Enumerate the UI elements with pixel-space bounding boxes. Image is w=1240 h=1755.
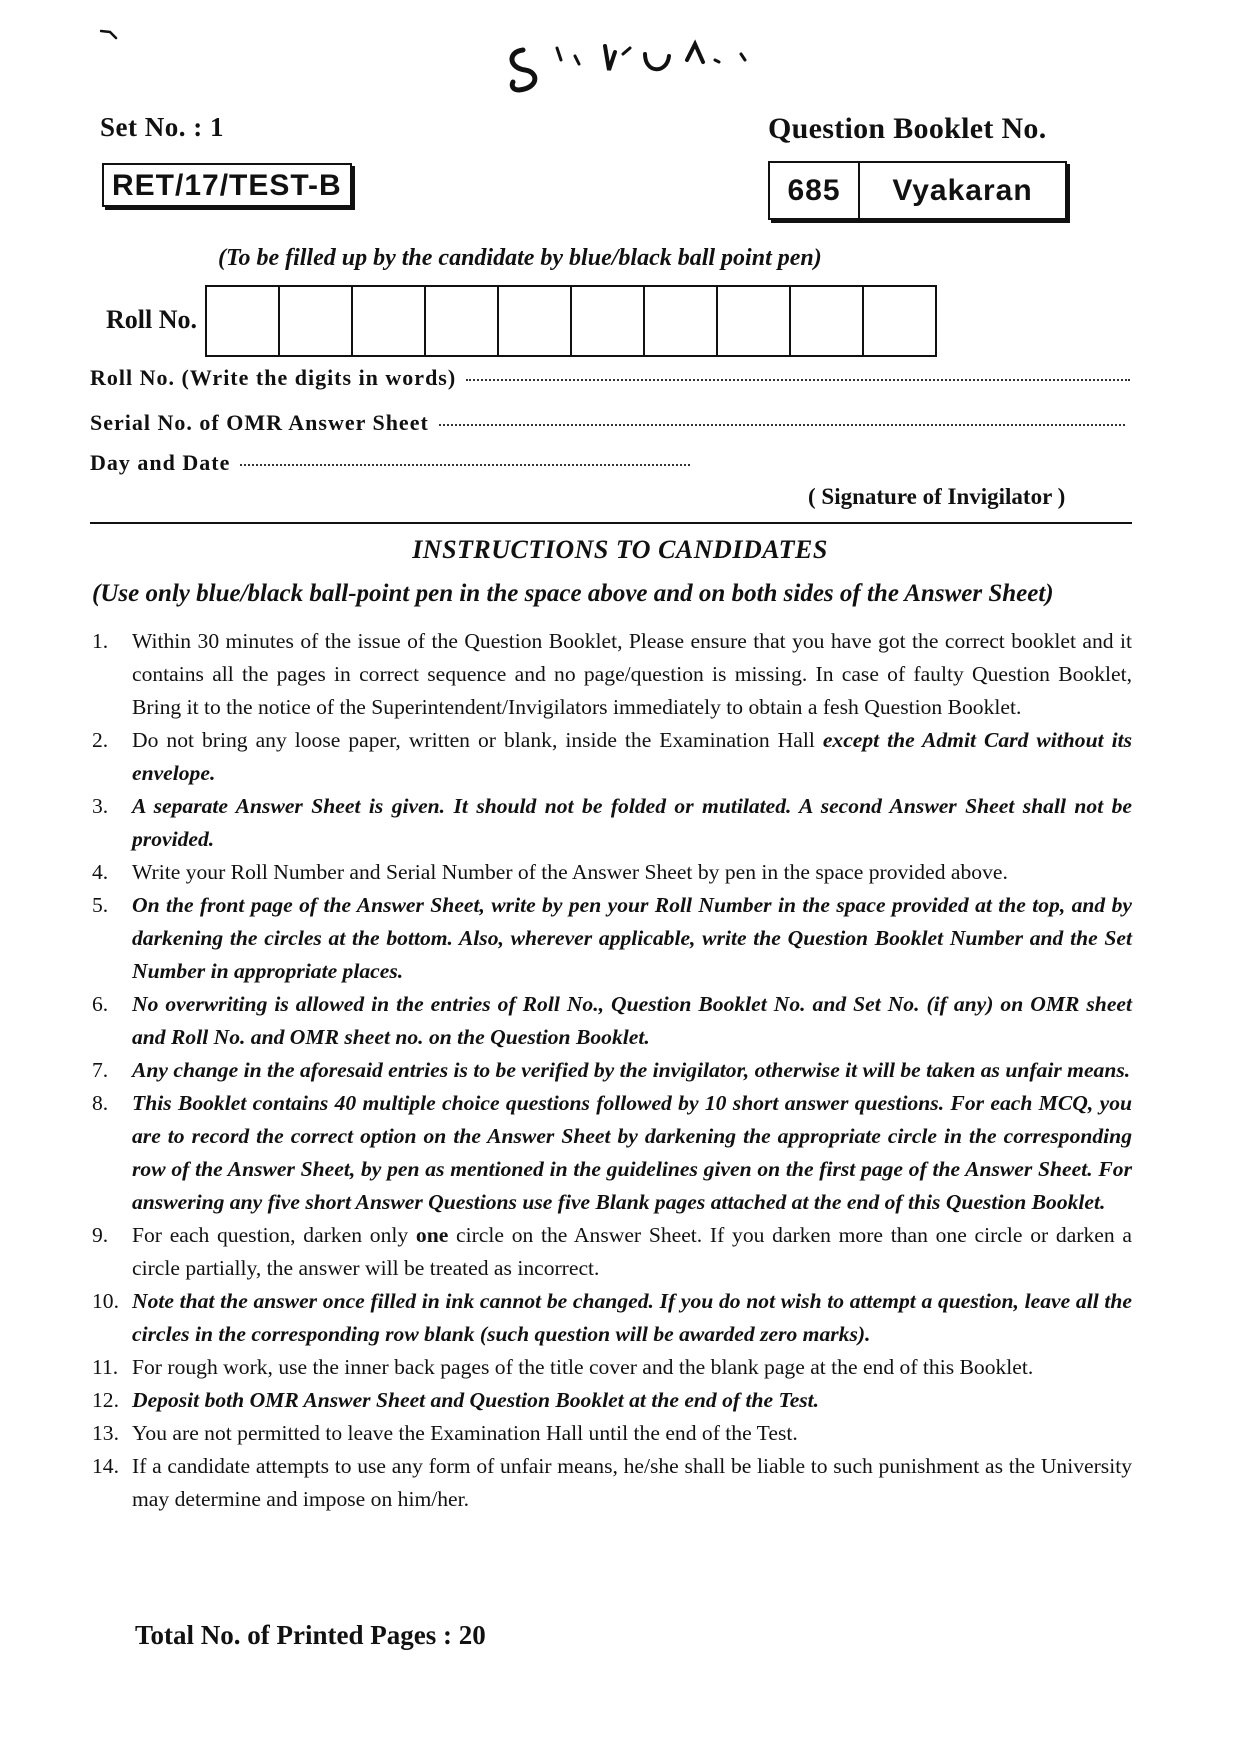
instruction-item (92, 625, 1132, 724)
instruction-item (92, 1351, 1132, 1384)
roll-number-digit-box[interactable] (280, 287, 353, 355)
dotted-fill-line (240, 464, 690, 466)
instruction-item (92, 856, 1132, 889)
roll-number-digit-box[interactable] (353, 287, 426, 355)
instructions-subtitle: (Use only blue/black ball-point pen in the space above and on both sides of the Answer Sheet) (92, 580, 1054, 607)
instruction-number: 5. (92, 893, 109, 917)
instruction-number: 7. (92, 1058, 109, 1082)
instruction-text: On the front page of the Answer Sheet, write by pen your Roll Number in the space provided at the top, and by darkening the circles at the bottom. Also, wherever applicable, write the Question Booklet Number and the Set Number in appropriate places. (132, 893, 1132, 983)
instruction-number: 9. (92, 1223, 109, 1247)
omr-serial-field (90, 410, 1125, 436)
instruction-text: For rough work, use the inner back pages of the title cover and the blank page at the end of this Booklet. (132, 1355, 1034, 1379)
fill-instruction-note: (To be filled up by the candidate by blue/black ball point pen) (218, 245, 822, 271)
instruction-item (92, 1417, 1132, 1450)
instruction-item (92, 1450, 1132, 1516)
day-date-label: Day and Date (90, 450, 231, 475)
instruction-list (92, 625, 1132, 1516)
omr-serial-label: Serial No. of OMR Answer Sheet (90, 410, 429, 435)
total-printed-pages: Total No. of Printed Pages : 20 (135, 1620, 486, 1650)
instruction-item (92, 889, 1132, 988)
section-divider (90, 522, 1132, 524)
instruction-text: This Booklet contains 40 multiple choice questions followed by 10 short answer questions. For each MCQ, you are to record the correct option on the Answer Sheet by darkening the appropriate circle in the corresponding row of the Answer Sheet, by pen as mentioned in the guidelines given on the first page of the Answer Sheet. For answering any five short Answer Questions use five Blank pages attached at the end of this Question Booklet. (132, 1091, 1132, 1214)
instruction-number: 6. (92, 992, 109, 1016)
instruction-number: 4. (92, 860, 109, 884)
instruction-item (92, 1285, 1132, 1351)
roll-number-digit-box[interactable] (207, 287, 280, 355)
instruction-item (92, 988, 1132, 1054)
booklet-subject: Vyakaran (892, 173, 1033, 207)
instruction-text: A separate Answer Sheet is given. It should not be folded or mutilated. A second Answer Sheet shall not be provided. (132, 794, 1132, 851)
instruction-item (92, 1087, 1132, 1219)
instruction-number: 2. (92, 728, 109, 752)
instruction-emphasis: one (415, 1223, 449, 1247)
roll-number-digit-box[interactable] (499, 287, 572, 355)
instruction-number: 14. (92, 1454, 119, 1478)
instruction-number: 1. (92, 629, 109, 653)
instruction-item (92, 724, 1132, 790)
instruction-text: Within 30 minutes of the issue of the Question Booklet, Please ensure that you have got the correct booklet and it contains all the pages in correct sequence and no page/question is missing. In case of faulty Question Booklet, Bring it to the notice of the Superintendent/Invigilators immediately to obtain a fesh Question Booklet. (132, 629, 1132, 719)
roll-number-digit-box[interactable] (572, 287, 645, 355)
roll-number-boxes (205, 285, 937, 357)
instruction-number: 11. (92, 1355, 119, 1379)
instruction-number: 13. (92, 1421, 119, 1445)
instruction-item (92, 1054, 1132, 1087)
dotted-fill-line (439, 424, 1125, 426)
instruction-number: 10. (92, 1289, 119, 1313)
instruction-item (92, 1384, 1132, 1417)
set-number: Set No. : 1 (100, 112, 224, 142)
instruction-text: circle on the Answer Sheet. If you darken more than one circle or darken a circle partially, the answer will be treated as incorrect. (132, 1223, 1132, 1280)
instruction-text: You are not permitted to leave the Examination Hall until the end of the Test. (132, 1421, 798, 1445)
instruction-text: If a candidate attempts to use any form of unfair means, he/she shall be liable to such punishment as the University may determine and impose on him/her. (132, 1454, 1132, 1511)
roll-number-digit-box[interactable] (864, 287, 935, 355)
booklet-number-box (768, 161, 1067, 220)
roll-number-digit-box[interactable] (718, 287, 791, 355)
instruction-text: Do not bring any loose paper, written or blank, inside the Examination Hall (132, 728, 815, 752)
instruction-number: 12. (92, 1388, 119, 1412)
roll-number-digit-box[interactable] (645, 287, 718, 355)
roll-number-digit-box[interactable] (426, 287, 499, 355)
instruction-text: Write your Roll Number and Serial Number of the Answer Sheet by pen in the space provided above. (132, 860, 1008, 884)
invigilator-signature-label: ( Signature of Invigilator ) (808, 484, 1066, 509)
booklet-number: 685 (770, 163, 860, 218)
instruction-text: No overwriting is allowed in the entries of Roll No., Question Booklet No. and Set No. (if any) on OMR sheet and Roll No. and OMR sheet no. on the Question Booklet. (132, 992, 1132, 1049)
instructions-title: INSTRUCTIONS TO CANDIDATES (412, 535, 828, 564)
roll-number-in-words-label: Roll No. (Write the digits in words) (90, 365, 457, 390)
instruction-number: 8. (92, 1091, 109, 1115)
instruction-item (92, 1219, 1132, 1285)
pen-mark (100, 28, 120, 40)
instruction-emphasis: except the Admit Card without its envelope. (132, 728, 1132, 785)
instruction-text: For each question, darken only (132, 1223, 416, 1247)
instruction-text: Note that the answer once filled in ink cannot be changed. If you do not wish to attempt a question, leave all the circles in the corresponding row blank (such question will be awarded zero marks). (132, 1289, 1132, 1346)
dotted-fill-line (466, 379, 1130, 381)
roll-number-in-words-field (90, 365, 1130, 391)
booklet-number-heading: Question Booklet No. (768, 112, 1047, 145)
instruction-number: 3. (92, 794, 109, 818)
instruction-item (92, 790, 1132, 856)
handwritten-signature-image (505, 30, 765, 100)
test-code-box: RET/17/TEST-B (102, 163, 352, 207)
instruction-text: Deposit both OMR Answer Sheet and Question Booklet at the end of the Test. (132, 1388, 820, 1412)
instruction-text: Any change in the aforesaid entries is to be verified by the invigilator, otherwise it will be taken as unfair means. (132, 1058, 1131, 1082)
day-date-field (90, 450, 690, 476)
roll-number-label: Roll No. (106, 305, 197, 334)
roll-number-digit-box[interactable] (791, 287, 864, 355)
